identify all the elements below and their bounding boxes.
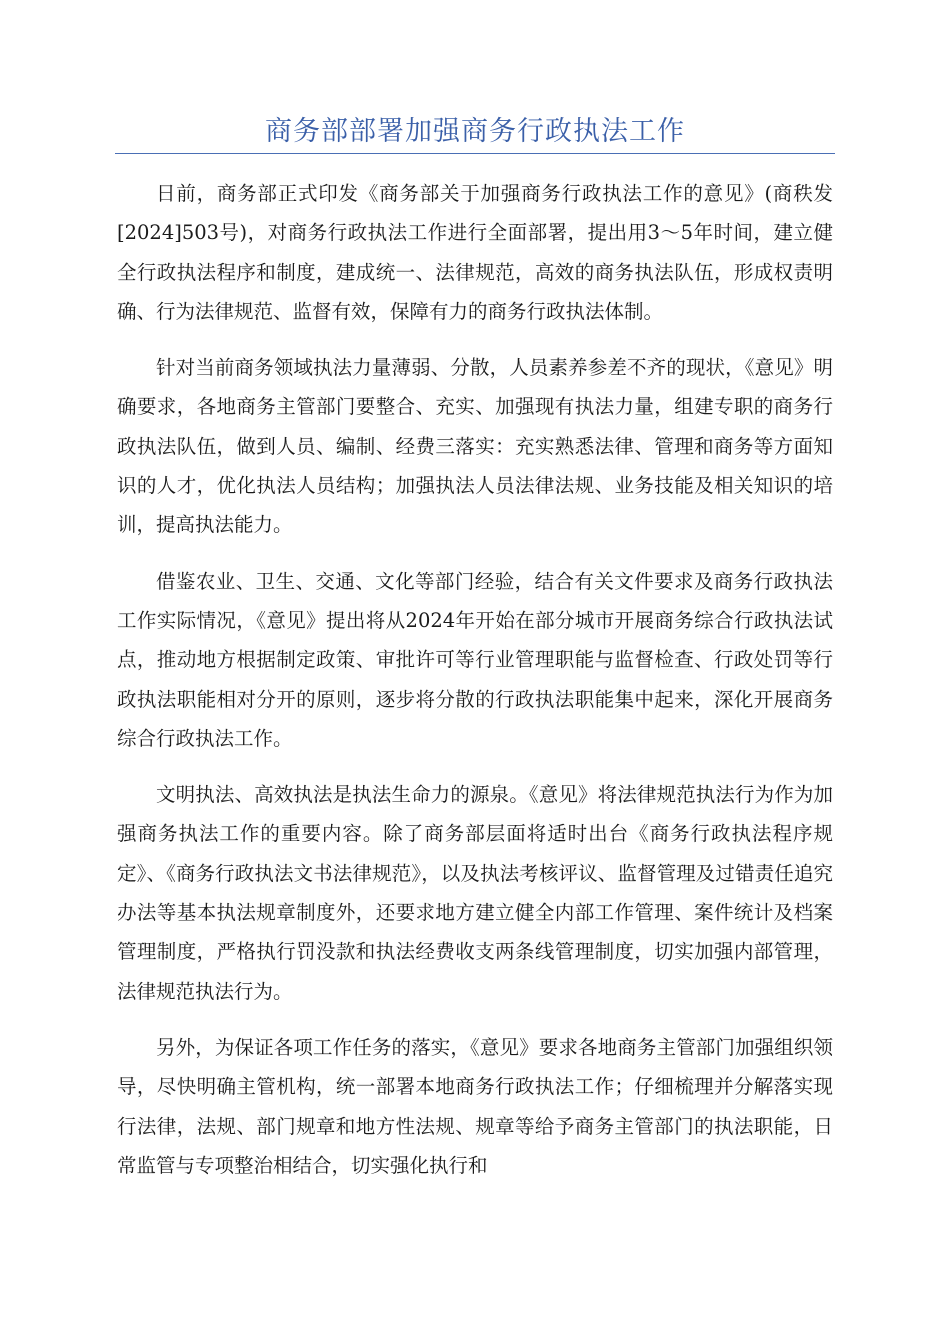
title-underline	[115, 153, 835, 154]
paragraph-2: 针对当前商务领域执法力量薄弱、分散，人员素养参差不齐的现状，《意见》明确要求，各地商务主管部门要整合、充实、加强现有执法力量，组建专职的商务行政执法队伍，做到人员、编制、经费三落实：充实熟悉法律、管理和商务等方面知识的人才，优化执法人员结构；加强执法人员法律法规、业务技能及相关知识的培训，提高执法能力。	[117, 356, 833, 537]
paragraph-1: 日前，商务部正式印发《商务部关于加强商务行政执法工作的意见》(商秩发[2024]503号)，对商务行政执法工作进行全面部署，提出用3～5年时间，建立健全行政执法程序和制度，建成统一、法律规范，高效的商务执法队伍，形成权责明确、行为法律规范、监督有效，保障有力的商务行政执法体制。	[117, 182, 833, 323]
paragraph-4: 文明执法、高效执法是执法生命力的源泉。《意见》将法律规范执法行为作为加强商务执法工作的重要内容。除了商务部层面将适时出台《商务行政执法程序规定》、《商务行政执法文书法律规范》，以及执法考核评议、监督管理及过错责任追究办法等基本执法规章制度外，还要求地方建立健全内部工作管理、案件统计及档案管理制度，严格执行罚没款和执法经费收支两条线管理制度，切实加强内部管理，法律规范执法行为。	[117, 783, 833, 1003]
paragraph-5: 另外，为保证各项工作任务的落实，《意见》要求各地商务主管部门加强组织领导，尽快明确主管机构，统一部署本地商务行政执法工作；仔细梳理并分解落实现行法律，法规、部门规章和地方性法规、规章等给予商务主管部门的执法职能，日常监管与专项整治相结合，切实强化执行和	[117, 1035, 833, 1177]
document-body	[117, 174, 833, 1202]
document-title: 商务部部署加强商务行政执法工作	[265, 116, 685, 147]
paragraph-3: 借鉴农业、卫生、交通、文化等部门经验，结合有关文件要求及商务行政执法工作实际情况，《意见》提出将从2024年开始在部分城市开展商务综合行政执法试点，推动地方根据制定政策、审批许可等行业管理职能与监督检查、行政处罚等行政执法职能相对分开的原则，逐步将分散的行政执法职能集中起来，深化开展商务综合行政执法工作。	[117, 569, 833, 750]
